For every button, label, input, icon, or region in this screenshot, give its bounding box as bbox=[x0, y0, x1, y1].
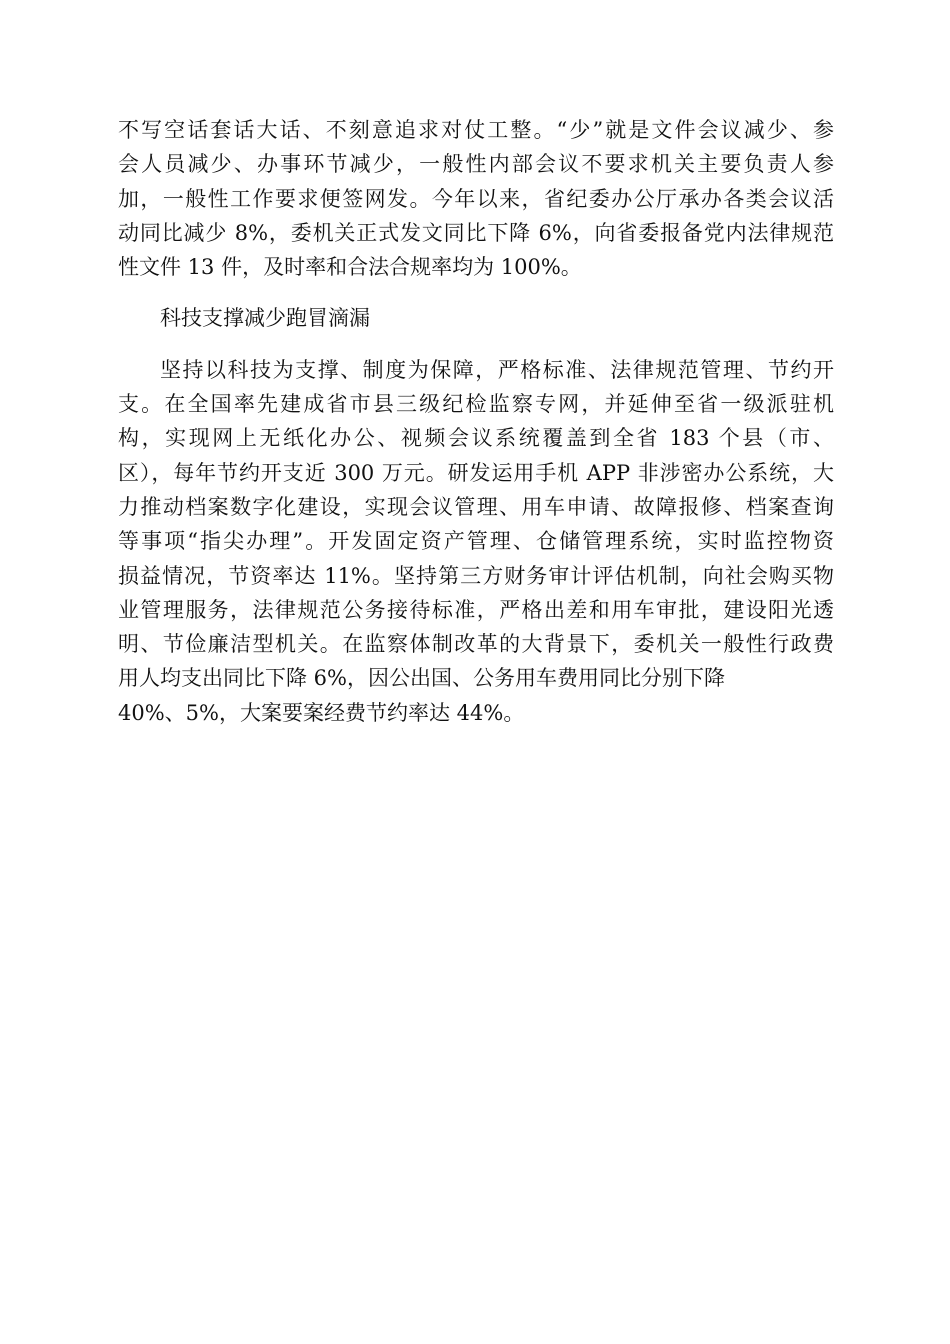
paragraph-2-line-3: 构，实现网上无纸化办公、视频会议系统覆盖到全省 183 个县（市、 bbox=[118, 426, 834, 451]
paragraph-2-line-7: 损益情况，节资率达 11%。坚持第三方财务审计评估机制，向社会购买物 bbox=[118, 563, 834, 588]
paragraph-1-line-1: 不写空话套话大话、不刻意追求对仗工整。“少”就是文件会议减少、参 bbox=[118, 118, 834, 142]
paragraph-1-line-5: 性文件 13 件，及时率和合法合规率均为 100%。 bbox=[118, 255, 582, 280]
paragraph-1-line-3: 加，一般性工作要求便签网发。今年以来，省纪委办公厅承办各类会议活 bbox=[118, 186, 834, 211]
paragraph-2 bbox=[118, 353, 834, 730]
paragraph-2-line-4: 区），每年节约开支近 300 万元。研发运用手机 APP 非涉密办公系统，大 bbox=[118, 460, 834, 485]
section-heading: 科技支撑减少跑冒滴漏 bbox=[160, 306, 370, 331]
paragraph-1 bbox=[118, 113, 834, 284]
paragraph-2-line-10: 用人均支出同比下降 6%，因公出国、公务用车费用同比分别下降 bbox=[118, 666, 725, 691]
paragraph-2-line-1: 坚持以科技为支撑、制度为保障，严格标准、法律规范管理、节约开 bbox=[160, 357, 834, 382]
paragraph-1-line-4: 动同比减少 8%，委机关正式发文同比下降 6%，向省委报备党内法律规范 bbox=[118, 220, 834, 245]
paragraph-2-line-8: 业管理服务，法律规范公务接待标准，严格出差和用车审批，建设阳光透 bbox=[118, 597, 834, 622]
paragraph-2-line-5: 力推动档案数字化建设，实现会议管理、用车申请、故障报修、档案查询 bbox=[118, 494, 834, 519]
paragraph-gap bbox=[118, 284, 834, 301]
paragraph-2-line-2: 支。在全国率先建成省市县三级纪检监察专网，并延伸至省一级派驻机 bbox=[118, 392, 834, 417]
paragraph-2-line-6: 等事项“指尖办理”。开发固定资产管理、仓储管理系统，实时监控物资 bbox=[118, 529, 834, 554]
paragraph-2-line-11: 40%、5%，大案要案经费节约率达 44%。 bbox=[118, 700, 525, 725]
paragraph-gap bbox=[118, 336, 834, 353]
section-heading-block bbox=[118, 301, 834, 335]
document-body bbox=[118, 113, 834, 730]
paragraph-2-line-9: 明、节俭廉洁型机关。在监察体制改革的大背景下，委机关一般性行政费 bbox=[118, 632, 834, 657]
paragraph-1-line-2: 会人员减少、办事环节减少，一般性内部会议不要求机关主要负责人参 bbox=[118, 152, 834, 177]
